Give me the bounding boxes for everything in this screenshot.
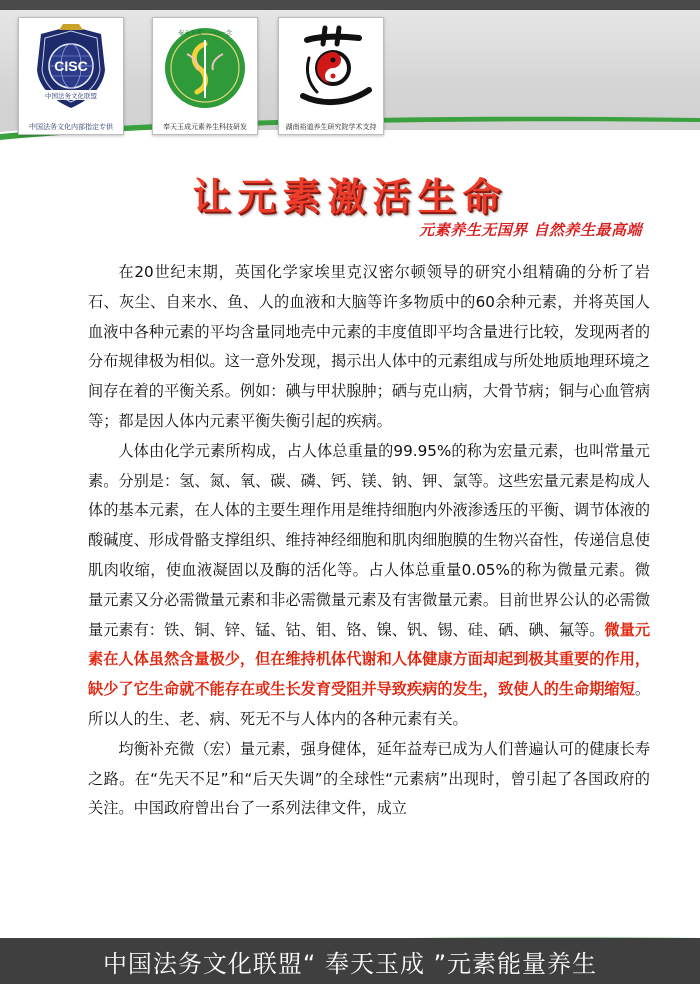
page-title: 让元素激活生命 <box>192 174 508 219</box>
logo-card-fengtian <box>152 17 258 135</box>
logo-caption-cisc: 中国法务文化内部指定专供 <box>29 123 113 131</box>
footer-text: 中国法务文化联盟“ 奉天玉成 ”元素能量养生 <box>102 950 598 978</box>
logo-caption-yudao: 湖南裕道养生研究院学术支持 <box>285 123 377 131</box>
paragraph-2 <box>88 437 650 735</box>
fengtian-emblem-icon <box>153 18 257 118</box>
paragraph-1: 在20世纪末期，英国化学家埃里克汉密尔顿领导的研究小组精确的分析了岩石、灰尘、自来水、鱼、人的血液和大脑等许多物质中的60余种元素，并将英国人血液中各种元素的平均含量同地壳中元素的丰度值即平均含量进行比较，发现两者的分布规律极为相似。这一意外发现，揭示出人体中的元素组成与所处地质地理环境之间存在着的平衡关系。例如：碘与甲状腺肿；硒与克山病，大骨节病；铜与心血管病等；都是因人体内元素平衡失衡引起的疾病。 <box>88 263 650 430</box>
cisc-emblem-icon <box>19 18 123 118</box>
top-bar <box>0 0 700 10</box>
yudao-calligraphy-icon <box>279 18 383 118</box>
logo-card-yudao <box>278 17 384 135</box>
article-body <box>88 258 650 824</box>
paragraph-3: 均衡补充微（宏）量元素，强身健体，延年益寿已成为人们普遍认可的健康长寿之路。在“先天不足”和“后天失调”的全球性“元素病”出现时，曾引起了各国政府的关注。中国政府曾出台了一系列法律文件，成立 <box>88 739 650 818</box>
svg-text:奉天玉成 · 一心一念: 奉天玉成 · 一心一念 <box>178 30 232 37</box>
page-subtitle: 元素养生无国界 自然养生最高端 <box>419 221 642 239</box>
svg-text:CISC: CISC <box>54 58 88 74</box>
paragraph-2-text-b: 。所以人的生、老、病、死无不与人体内的各种元素有关。 <box>88 680 650 728</box>
paragraph-2-highlight: 微量元素在人体虽然含量极少，但在维持机体代谢和人体健康方面却起到极其重要的作用，缺少了它生命就不能存在或生长发育受阻并导致疾病的发生，致使人的生命期缩短 <box>88 620 651 699</box>
logo-card-cisc <box>18 17 124 135</box>
paragraph-2-text-a: 人体由化学元素所构成，占人体总重量的99.95%的称为宏量元素，也叫常量元素。分别是：氢、氮、氧、碳、磷、钙、镁、钠、钾、氯等。这些宏量元素是构成人体的基本元素，在人体的主要生理作用是维持细胞内外液渗透压的平衡、调节体液的酸碱度、形成骨骼支撑组织、维持神经细胞和肌肉细胞膜的生物兴奋性，传递信息使肌肉收缩，使血液凝固以及酶的活化等。占人体总重量0.05%的称为微量元素。微量元素又分必需微量元素和非必需微量元素及有害微量元素。目前世界公认的必需微量元素有：铁、铜、锌、锰、钴、钼、铬、镍、钒、锡、硅、硒、碘、氟等。 <box>88 441 650 639</box>
svg-text:中国法务文化联盟: 中国法务文化联盟 <box>45 92 97 100</box>
logo-caption-fengtian: 奉天玉成元素养生科技研发 <box>163 123 247 131</box>
